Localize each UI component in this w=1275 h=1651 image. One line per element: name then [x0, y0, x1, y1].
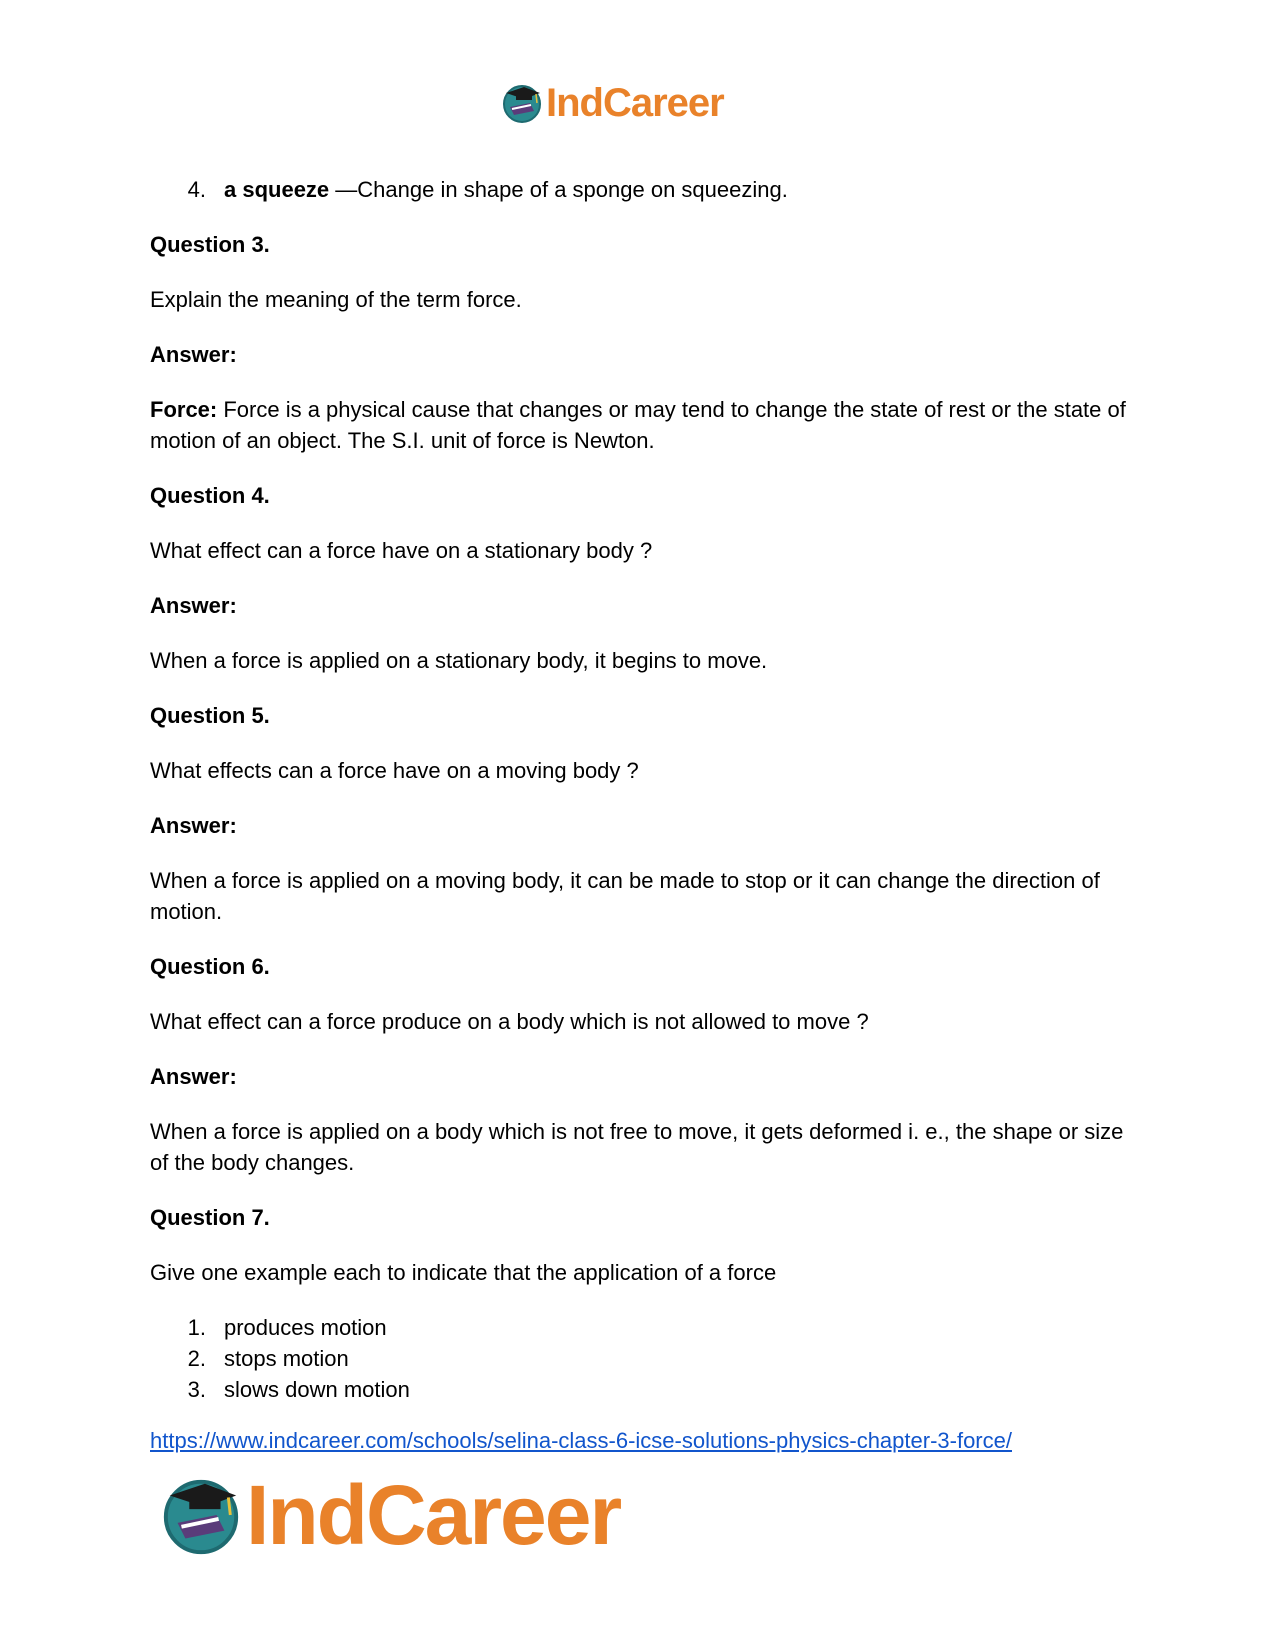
- document-content: [150, 174, 1130, 1480]
- question-7-text: Give one example each to indicate that the application of a force: [150, 1260, 777, 1285]
- answer-3-text: [150, 394, 1130, 456]
- list-item-text: produces motion: [224, 1315, 387, 1340]
- question-3-title: Question 3.: [150, 232, 270, 257]
- answer-3-term: Force:: [150, 397, 218, 422]
- list-continued: [150, 174, 1130, 205]
- question-7-list: [150, 1312, 1130, 1405]
- question-3-text: Explain the meaning of the term force.: [150, 287, 522, 312]
- answer-4-label: Answer:: [150, 593, 237, 618]
- answer-5-label: Answer:: [150, 813, 237, 838]
- answer-3-body: Force is a physical cause that changes or may tend to change the state of rest or the state of motion of an object. The S.I. unit of force is Newton.: [150, 397, 1126, 453]
- header-logo: [500, 80, 724, 126]
- list-item: [150, 1343, 1130, 1374]
- question-7-title: Question 7.: [150, 1205, 270, 1230]
- question-5-text: What effects can a force have on a moving body ?: [150, 758, 639, 783]
- graduation-globe-icon: [500, 81, 544, 125]
- footer-logo-text: IndCareer: [246, 1467, 621, 1562]
- list-item-number: 3.: [187, 1377, 206, 1402]
- list-item-text: —Change in shape of a sponge on squeezing.: [329, 177, 788, 202]
- question-4-title: Question 4.: [150, 483, 270, 508]
- answer-6-text: When a force is applied on a body which is not free to move, it gets deformed i. e., the shape or size of the body changes.: [150, 1119, 1124, 1175]
- list-item-number: 4.: [187, 177, 206, 202]
- source-link[interactable]: https://www.indcareer.com/schools/selina-class-6-icse-solutions-physics-chapter-3-force/: [150, 1428, 1012, 1453]
- list-item: [150, 174, 1130, 205]
- question-6-title: Question 6.: [150, 954, 270, 979]
- footer-logo: [158, 1467, 621, 1562]
- graduation-globe-icon: [158, 1472, 244, 1558]
- answer-3-label: Answer:: [150, 342, 237, 367]
- question-4-text: What effect can a force have on a stationary body ?: [150, 538, 653, 563]
- list-item-bold: a squeeze: [224, 177, 330, 202]
- list-item-text: slows down motion: [224, 1377, 410, 1402]
- list-item-text: stops motion: [224, 1346, 349, 1371]
- list-item: [150, 1312, 1130, 1343]
- answer-5-text: When a force is applied on a moving body, it can be made to stop or it can change the direction of motion.: [150, 868, 1100, 924]
- question-5-title: Question 5.: [150, 703, 270, 728]
- answer-4-text: When a force is applied on a stationary body, it begins to move.: [150, 648, 768, 673]
- list-item: [150, 1374, 1130, 1405]
- header-logo-text: IndCareer: [546, 80, 724, 125]
- list-item-number: 2.: [187, 1346, 206, 1371]
- question-6-text: What effect can a force produce on a body which is not allowed to move ?: [150, 1009, 869, 1034]
- answer-6-label: Answer:: [150, 1064, 237, 1089]
- list-item-number: 1.: [187, 1315, 206, 1340]
